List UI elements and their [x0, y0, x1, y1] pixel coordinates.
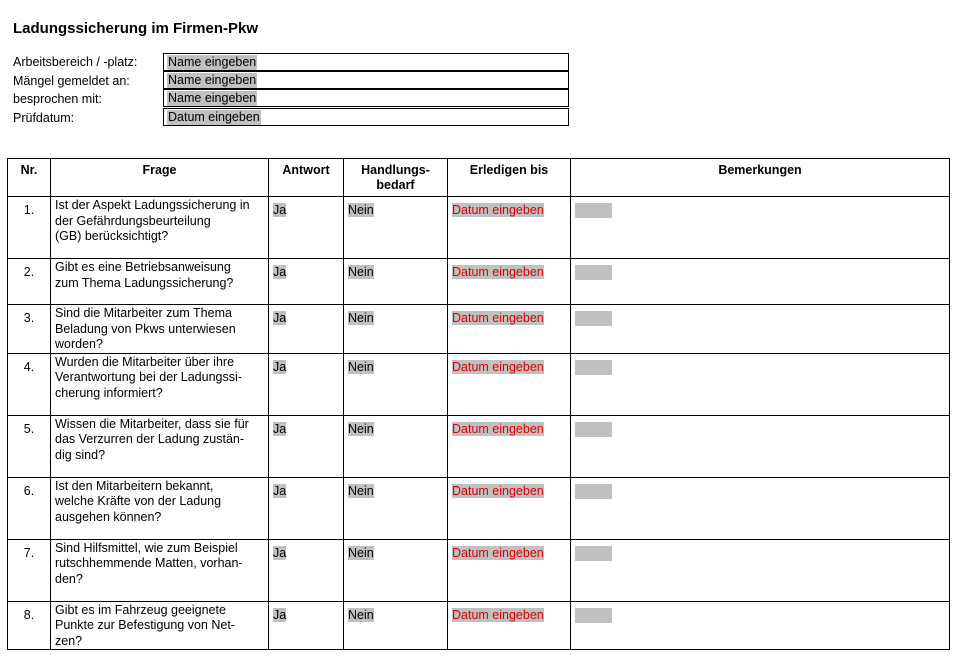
- answer-ja-field[interactable]: Ja: [273, 545, 287, 560]
- question-line: das Verzurren der Ladung zustän-: [55, 432, 245, 446]
- row-number: 1.: [8, 197, 51, 259]
- table-row: [8, 305, 950, 354]
- question-line: dig sind?: [55, 447, 106, 462]
- row-number: 3.: [8, 305, 51, 354]
- question-line: Sind die Mitarbeiter zum Thema: [55, 306, 232, 320]
- erledigen-cell[interactable]: [448, 539, 571, 601]
- row-number: 7.: [8, 539, 51, 601]
- question-line: Ist den Mitarbeitern bekannt,: [55, 478, 214, 493]
- question-line: zum Thema Ladungssicherung?: [55, 275, 234, 290]
- row-number: 5.: [8, 415, 51, 477]
- remarks-cell[interactable]: [571, 601, 950, 650]
- table-row: [8, 539, 950, 601]
- question-text: [51, 259, 269, 305]
- date-field[interactable]: Datum eingeben: [452, 311, 544, 325]
- label-pruefdatum: Prüfdatum:: [13, 111, 75, 125]
- question-line: welche Kräfte von der Ladung: [55, 494, 222, 508]
- handlungsbedarf-cell[interactable]: [344, 197, 448, 259]
- remarks-cell[interactable]: [571, 539, 950, 601]
- date-field[interactable]: Datum eingeben: [452, 607, 544, 622]
- erledigen-cell[interactable]: [448, 197, 571, 259]
- erledigen-cell[interactable]: [448, 305, 571, 354]
- checklist-table: [7, 158, 950, 650]
- answer-cell[interactable]: [269, 601, 344, 650]
- question-line: Beladung von Pkws unterwiesen: [55, 321, 236, 336]
- table-row: [8, 415, 950, 477]
- table-row: [8, 353, 950, 415]
- remarks-field[interactable]: [575, 265, 612, 280]
- question-line: worden?: [55, 337, 103, 351]
- question-line: Punkte zur Befestigung von Net-: [55, 618, 235, 632]
- question-text: [51, 539, 269, 601]
- table-row: [8, 601, 950, 650]
- field-value[interactable]: Name eingeben: [168, 73, 257, 87]
- question-text: [51, 477, 269, 539]
- remarks-field[interactable]: [575, 422, 612, 437]
- date-field[interactable]: Datum eingeben: [452, 545, 544, 560]
- answer-cell[interactable]: [269, 197, 344, 259]
- handlungsbedarf-nein-field[interactable]: Nein: [348, 203, 374, 217]
- row-number: 4.: [8, 353, 51, 415]
- remarks-field[interactable]: [575, 311, 612, 326]
- question-line: cherung informiert?: [55, 385, 163, 400]
- answer-ja-field[interactable]: Ja: [273, 483, 287, 498]
- label-maengel: Mängel gemeldet an:: [13, 74, 130, 88]
- handlungsbedarf-cell[interactable]: [344, 353, 448, 415]
- answer-ja-field[interactable]: Ja: [273, 359, 287, 374]
- remarks-field[interactable]: [575, 484, 612, 499]
- question-text: [51, 415, 269, 477]
- row-number: 6.: [8, 477, 51, 539]
- question-line: Sind Hilfsmittel, wie zum Beispiel: [55, 540, 238, 555]
- remarks-cell[interactable]: [571, 415, 950, 477]
- date-field[interactable]: Datum eingeben: [452, 265, 544, 279]
- handlungsbedarf-cell[interactable]: [344, 305, 448, 354]
- handlungsbedarf-nein-field[interactable]: Nein: [348, 265, 374, 279]
- date-field[interactable]: Datum eingeben: [452, 203, 544, 217]
- answer-cell[interactable]: [269, 353, 344, 415]
- remarks-field[interactable]: [575, 608, 612, 623]
- remarks-cell[interactable]: [571, 353, 950, 415]
- col-header-erledigen: Erledigen bis: [448, 159, 571, 197]
- table-row: [8, 477, 950, 539]
- field-maengel[interactable]: [163, 71, 569, 89]
- answer-cell[interactable]: [269, 477, 344, 539]
- field-besprochen[interactable]: [163, 89, 569, 107]
- col-header-nr: Nr.: [8, 159, 51, 197]
- answer-cell[interactable]: [269, 259, 344, 305]
- answer-ja-field[interactable]: Ja: [273, 607, 287, 622]
- remarks-cell[interactable]: [571, 197, 950, 259]
- question-line: Ist der Aspekt Ladungssicherung in: [55, 198, 250, 212]
- remarks-field[interactable]: [575, 546, 612, 561]
- answer-ja-field[interactable]: Ja: [273, 265, 287, 279]
- question-text: [51, 601, 269, 650]
- date-field[interactable]: Datum eingeben: [452, 483, 544, 498]
- row-number: 8.: [8, 601, 51, 650]
- question-line: rutschhemmende Matten, vorhan-: [55, 556, 243, 570]
- erledigen-cell[interactable]: [448, 601, 571, 650]
- handlungsbedarf-cell[interactable]: [344, 259, 448, 305]
- answer-ja-field[interactable]: Ja: [273, 421, 287, 436]
- question-line: Gibt es eine Betriebsanweisung: [55, 260, 231, 274]
- date-field[interactable]: Datum eingeben: [452, 359, 544, 374]
- handlungsbedarf-nein-field[interactable]: Nein: [348, 545, 374, 560]
- remarks-cell[interactable]: [571, 259, 950, 305]
- col-header-text: Handlungs-: [361, 163, 430, 177]
- question-line: Wurden die Mitarbeiter über ihre: [55, 354, 235, 369]
- handlungsbedarf-cell[interactable]: [344, 415, 448, 477]
- col-header-antwort: Antwort: [269, 159, 344, 197]
- col-header-frage: Frage: [51, 159, 269, 197]
- field-arbeitsbereich[interactable]: [163, 53, 569, 71]
- handlungsbedarf-nein-field[interactable]: Nein: [348, 483, 374, 498]
- question-line: (GB) berücksichtigt?: [55, 229, 169, 243]
- erledigen-cell[interactable]: [448, 259, 571, 305]
- field-value[interactable]: Name eingeben: [168, 55, 257, 69]
- date-field[interactable]: Datum eingeben: [452, 421, 544, 436]
- handlungsbedarf-nein-field[interactable]: Nein: [348, 607, 374, 622]
- question-line: ausgehen können?: [55, 509, 162, 524]
- col-header-handlungsbedarf: [344, 159, 448, 197]
- field-pruefdatum[interactable]: [163, 108, 569, 126]
- erledigen-cell[interactable]: [448, 353, 571, 415]
- row-number: 2.: [8, 259, 51, 305]
- question-line: zen?: [55, 633, 83, 648]
- answer-ja-field[interactable]: Ja: [273, 203, 287, 217]
- handlungsbedarf-nein-field[interactable]: Nein: [348, 359, 374, 374]
- answer-ja-field[interactable]: Ja: [273, 311, 287, 325]
- handlungsbedarf-nein-field[interactable]: Nein: [348, 311, 374, 325]
- erledigen-cell[interactable]: [448, 415, 571, 477]
- remarks-field[interactable]: [575, 360, 612, 375]
- question-text: [51, 305, 269, 354]
- answer-cell[interactable]: [269, 305, 344, 354]
- question-line: Wissen die Mitarbeiter, dass sie für: [55, 416, 249, 431]
- question-line: Verantwortung bei der Ladungssi-: [55, 370, 242, 384]
- remarks-cell[interactable]: [571, 305, 950, 354]
- question-text: [51, 353, 269, 415]
- question-line: Gibt es im Fahrzeug geeignete: [55, 602, 226, 617]
- page-title: Ladungssicherung im Firmen-Pkw: [13, 20, 259, 37]
- label-arbeitsbereich: Arbeitsbereich / -platz:: [13, 55, 138, 69]
- handlungsbedarf-nein-field[interactable]: Nein: [348, 421, 374, 436]
- table-header-row: [8, 159, 950, 197]
- answer-cell[interactable]: [269, 415, 344, 477]
- label-besprochen: besprochen mit:: [13, 92, 102, 106]
- answer-cell[interactable]: [269, 539, 344, 601]
- question-line: den?: [55, 571, 83, 586]
- table-row: [8, 259, 950, 305]
- field-value[interactable]: Datum eingeben: [168, 110, 260, 124]
- col-header-bemerkungen: Bemerkungen: [571, 159, 950, 197]
- remarks-field[interactable]: [575, 203, 612, 218]
- handlungsbedarf-cell[interactable]: [344, 539, 448, 601]
- question-text: [51, 197, 269, 259]
- remarks-cell[interactable]: [571, 477, 950, 539]
- field-value[interactable]: Name eingeben: [168, 91, 257, 105]
- erledigen-cell[interactable]: [448, 477, 571, 539]
- question-line: der Gefährdungsbeurteilung: [55, 213, 211, 228]
- table-row: [8, 197, 950, 259]
- col-header-text: bedarf: [376, 178, 415, 192]
- handlungsbedarf-cell[interactable]: [344, 601, 448, 650]
- handlungsbedarf-cell[interactable]: [344, 477, 448, 539]
